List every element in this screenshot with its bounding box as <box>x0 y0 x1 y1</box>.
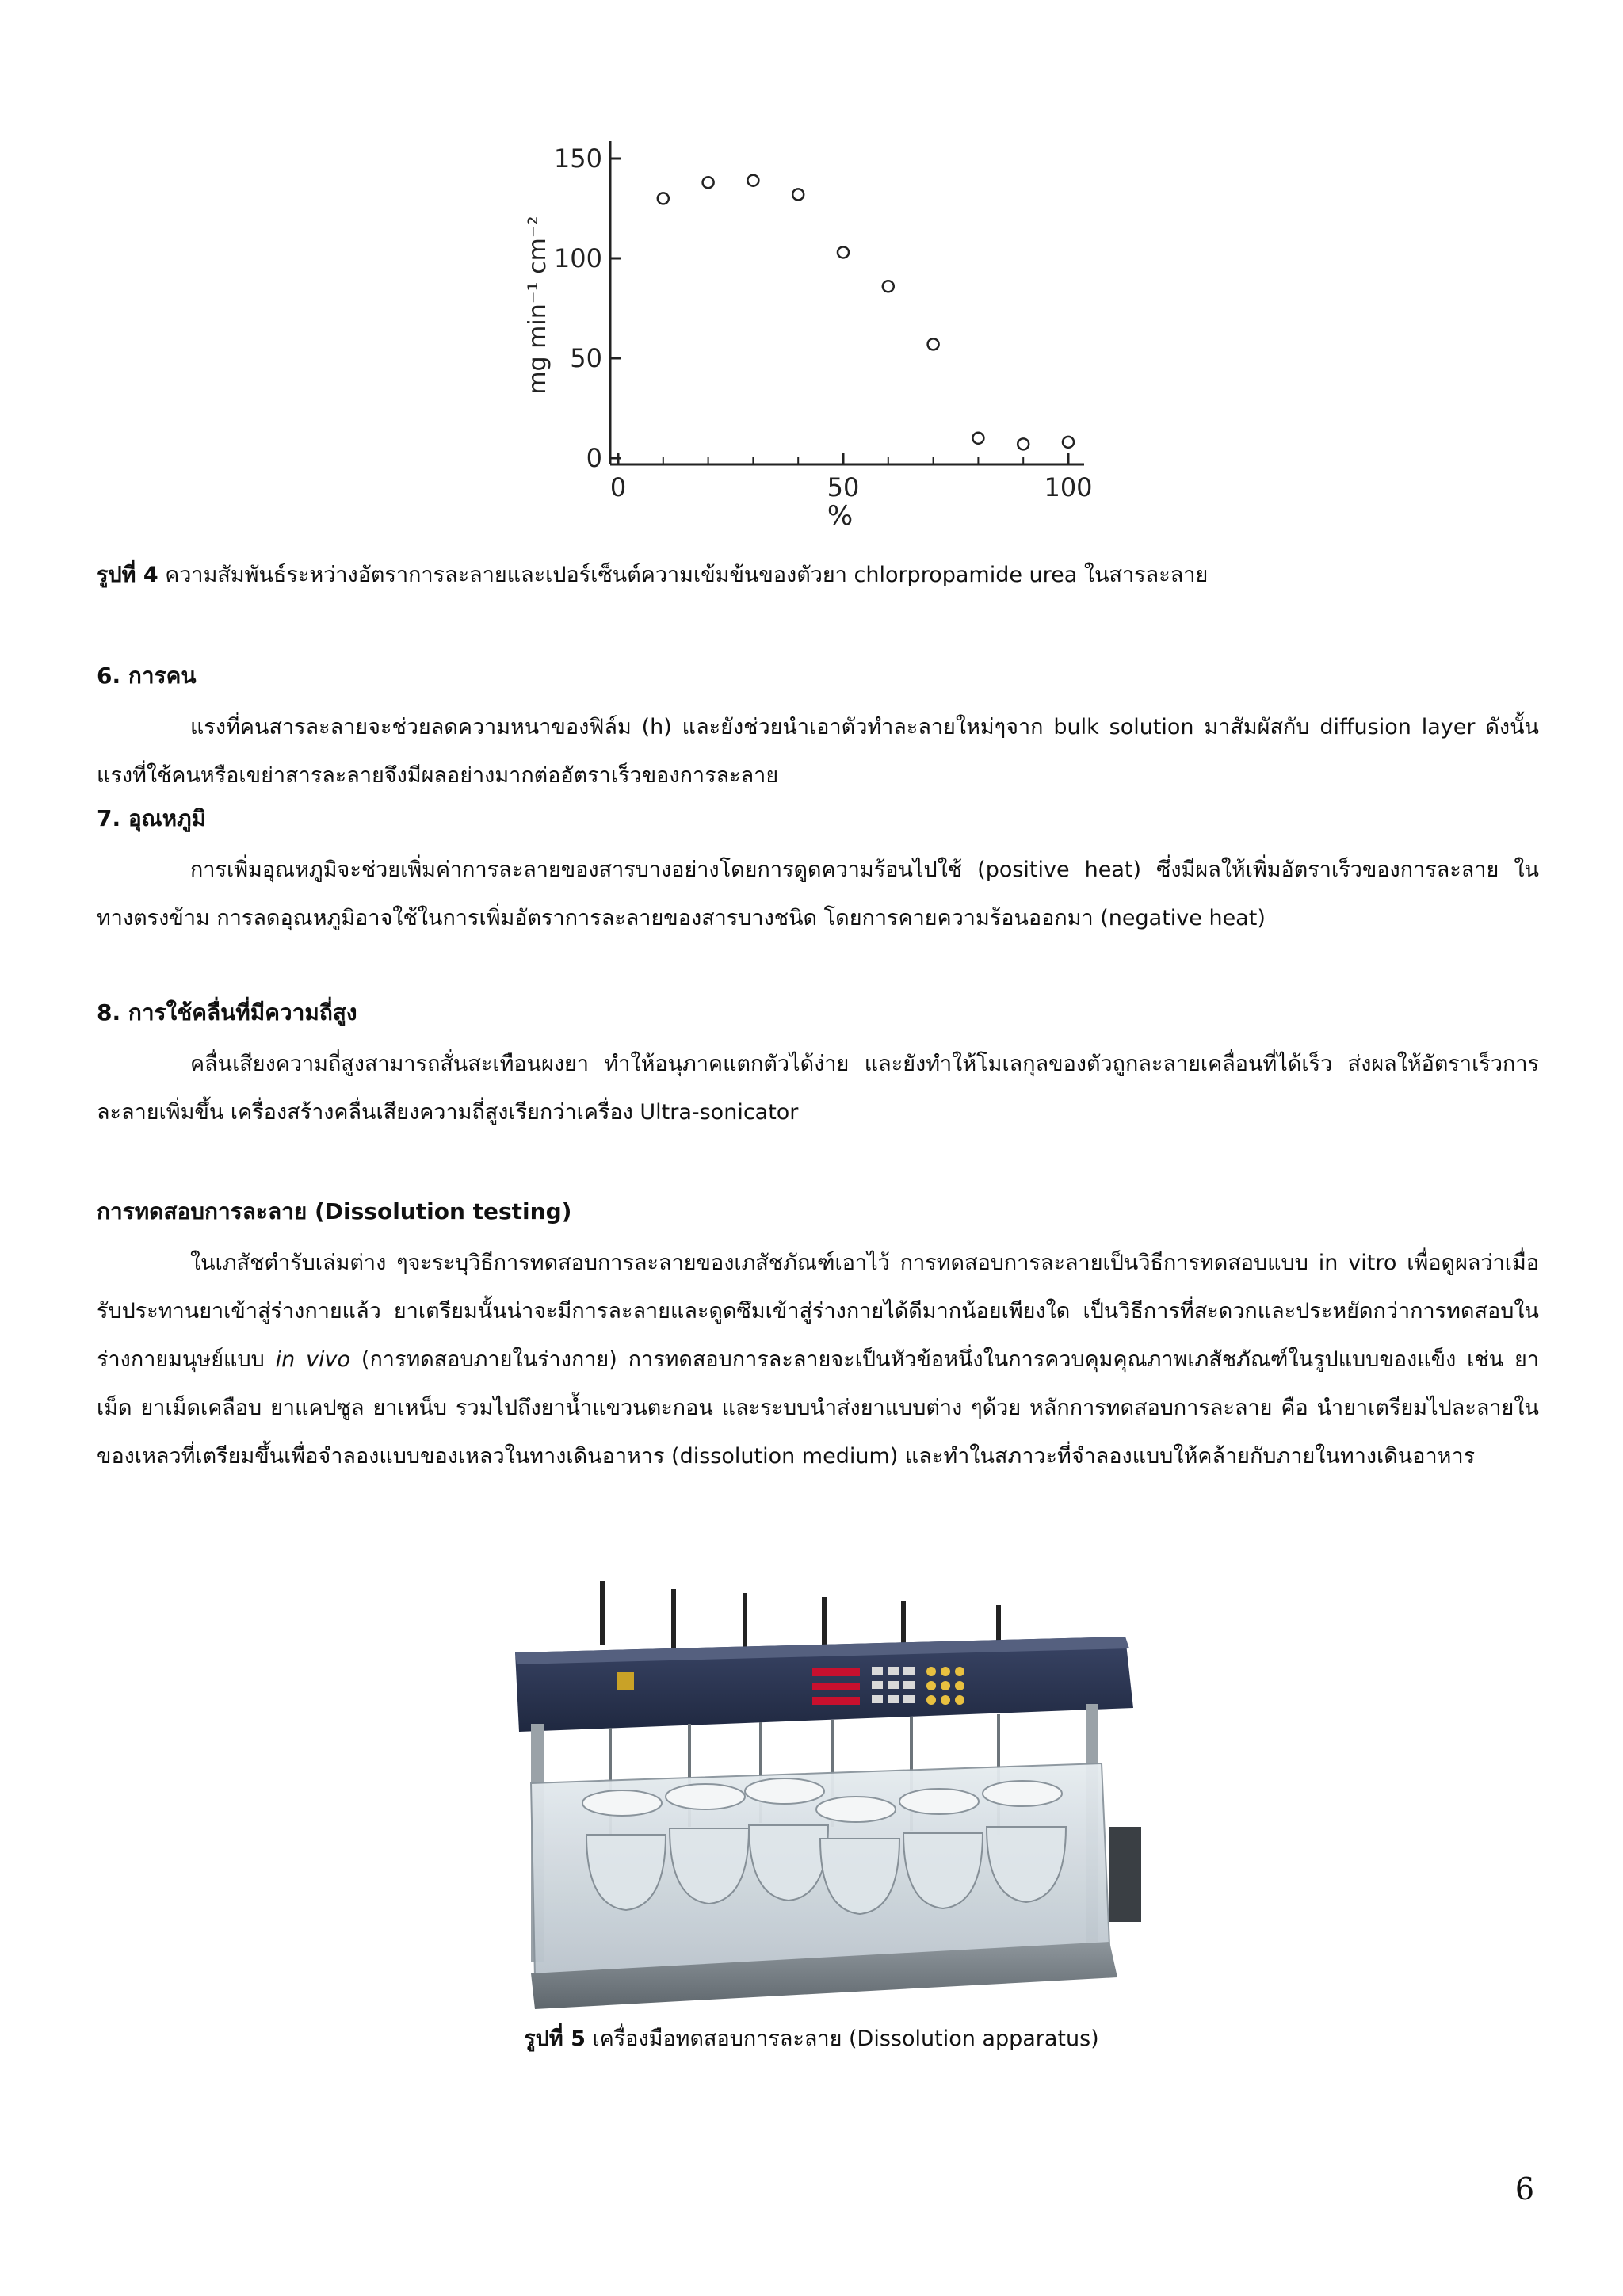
dissolution-testing-body-2: (การทดสอบภายในร่างกาย) การทดสอบการละลายจะเป็นหัวข้อหนึ่งในการควบคุมคุณภาพเภสัชภัณฑ์ในรูปแบบของแข็ง เช่น ยาเม็ด ยาเม็ดเคลือบ ยาแคปซูล ยาเหน็บ รวมไปถึงยาน้ำแขวนตะกอน และระบบนำส่งยาแบบต่าง ๆด้วย หลักการทดสอบการละลาย คือ นำยาเตรียมไปละลายในของเหลวที่เตรียมขึ้นเพื่อจำลองแบบของเหลวในทางเดินอาหาร (dissolution medium) และทำในสภาวะที่จำลองแบบให้คล้ายกับภายในทางเดินอาหาร <box>97 1347 1539 1469</box>
data-point <box>747 175 758 186</box>
section-8-heading: 8. การใช้คลื่นที่มีความถี่สูง <box>97 999 357 1026</box>
section-7-body: การเพิ่มอุณหภูมิจะช่วยเพิ่มค่าการละลายของสารบางอย่างโดยการดูดความร้อนไปใช้ (positive heat) ซึ่งมีผลให้เพิ่มอัตราเร็วของการละลาย ในทางตรงข้าม การลดอุณหภูมิอาจใช้ในการเพิ่มอัตราการละลายของสารบางชนิด โดยการคายความร้อนออกมา (negative heat) <box>97 858 1539 930</box>
dissolution-apparatus-image <box>499 1573 1149 2017</box>
dissolution-testing-body <box>97 1239 1539 1480</box>
page-number: 6 <box>1514 2172 1534 2206</box>
figure-5-caption <box>0 2023 1623 2055</box>
y-axis-label: mg min⁻¹ cm⁻² <box>524 216 552 395</box>
data-point <box>1018 438 1029 449</box>
data-point <box>792 189 804 200</box>
data-point <box>838 246 849 258</box>
y-tick-label: 50 <box>570 343 602 373</box>
figure-4-caption <box>97 560 1539 591</box>
data-point <box>972 433 983 444</box>
y-tick-label: 0 <box>586 443 602 473</box>
section-7-heading: 7. อุณหภูมิ <box>97 805 207 831</box>
section-6-body: แรงที่คนสารละลายจะช่วยลดความหนาของฟิล์ม (h) และยังช่วยนำเอาตัวทำละลายใหม่ๆจาก bulk solution มาสัมผัสกับ diffusion layer ดังนั้นแรงที่ใช้คนหรือเขย่าสารละลายจึงมีผลอย่างมากต่ออัตราเร็วของการละลาย <box>97 715 1539 788</box>
y-tick-label: 150 <box>553 143 602 174</box>
figure-4-chart <box>507 119 1109 547</box>
figure-5-caption-text: เครื่องมือทดสอบการละลาย (Dissolution apparatus) <box>585 2027 1099 2051</box>
data-point <box>928 338 939 350</box>
x-tick-label: 100 <box>1044 472 1093 502</box>
x-tick-label: 50 <box>827 472 860 502</box>
in-vivo-term: in vivo <box>275 1347 351 1372</box>
data-point <box>658 193 669 204</box>
dissolution-testing-body-1: ในเภสัชตำรับเล่มต่าง ๆจะระบุวิธีการทดสอบการละลายของเภสัชภัณฑ์เอาไว้ การทดสอบการละลายเป็นวิธีการทดสอบแบบ in vitro เพื่อดูผลว่าเมื่อรับประทานยาเข้าสู่ร่างกายแล้ว ยาเตรียมนั้นน่าจะมีการละลายและดูดซึมเข้าสู่ร่างกายได้ดีมากน้อยเพียงใด เป็นวิธีการที่สะดวกและประหยัดกว่าการทดสอบในร่างกายมนุษย์แบบ <box>97 1251 1539 1372</box>
y-tick-label: 100 <box>553 243 602 273</box>
figure-4-caption-text: ความสัมพันธ์ระหว่างอัตราการละลายและเปอร์เซ็นต์ความเข้มข้นของตัวยา chlorpropamide urea ในสารละลาย <box>158 563 1209 587</box>
section-6-heading: 6. การคน <box>97 663 197 689</box>
x-axis-label: % <box>827 500 854 532</box>
data-point <box>703 177 714 188</box>
data-point <box>1063 437 1074 448</box>
data-point <box>883 281 894 292</box>
x-tick-label: 0 <box>609 472 627 502</box>
dissolution-testing-heading: การทดสอบการละลาย (Dissolution testing) <box>97 1198 572 1224</box>
figure-4-caption-label: รูปที่ 4 <box>97 563 158 587</box>
section-8-body: คลื่นเสียงความถี่สูงสามารถสั่นสะเทือนผงยา ทำให้อนุภาคแตกตัวได้ง่าย และยังทำให้โมเลกุลของตัวถูกละลายเคลื่อนที่ได้เร็ว ส่งผลให้อัตราเร็วการละลายเพิ่มขึ้น เครื่องสร้างคลื่นเสียงความถี่สูงเรียกว่าเครื่อง Ultra-sonicator <box>97 1052 1539 1125</box>
figure-5-caption-label: รูปที่ 5 <box>524 2027 586 2051</box>
